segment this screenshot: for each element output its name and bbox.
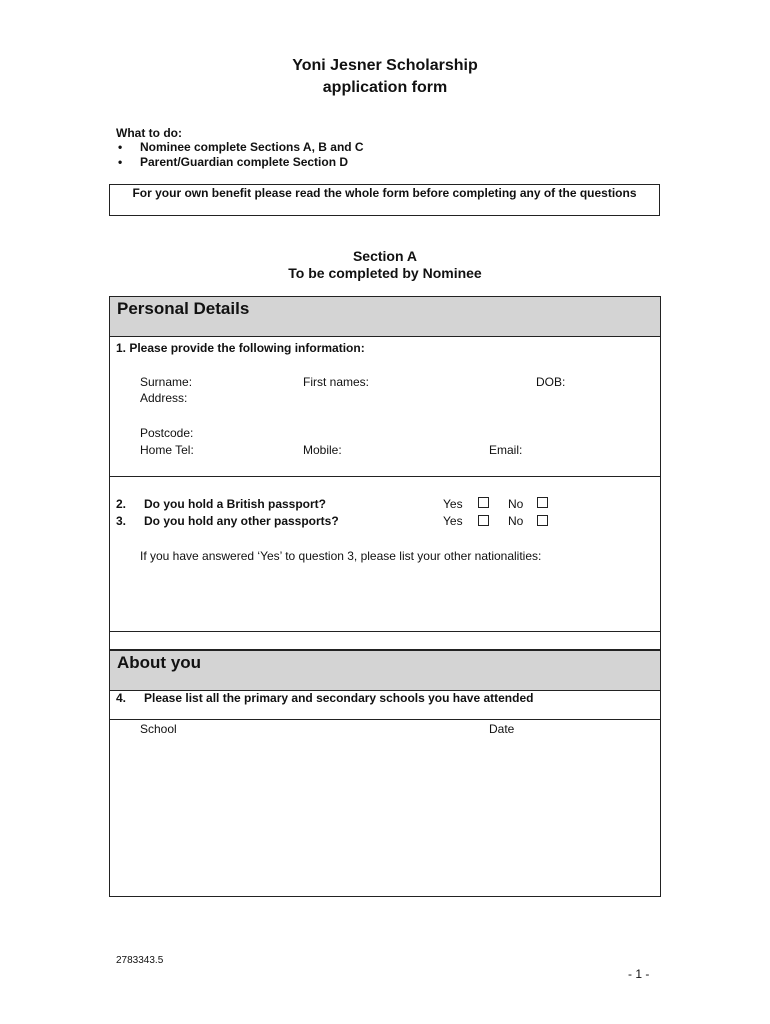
instructions-list (116, 140, 364, 170)
date-column-label: Date (489, 722, 515, 736)
notice-box: For your own benefit please read the whole form before completing any of the questions (109, 184, 660, 216)
email-label: Email: (489, 443, 523, 457)
q2-no-label: No (508, 497, 524, 511)
about-you-panel (109, 650, 661, 897)
question-2-number: 2. (116, 497, 127, 511)
q3-no-label: No (508, 514, 524, 528)
question-4-number: 4. (116, 691, 127, 705)
about-you-header (110, 650, 660, 691)
document-code: 2783343.5 (116, 955, 164, 966)
mobile-label: Mobile: (303, 443, 342, 457)
home-tel-label: Home Tel: (140, 443, 194, 457)
about-you-heading: About you (117, 653, 202, 672)
section-a-title: Section A (352, 248, 418, 264)
dob-label: DOB: (536, 375, 566, 389)
instruction-item: • Nominee complete Sections A, B and C (116, 140, 364, 155)
form-subtitle: application form (322, 79, 448, 96)
q2-yes-checkbox[interactable] (478, 497, 489, 508)
nationalities-prompt: If you have answered ‘Yes’ to question 3, please list your other nationalities: (140, 549, 542, 563)
surname-label: Surname: (140, 375, 193, 389)
q3-yes-label: Yes (443, 514, 463, 528)
divider (110, 631, 660, 632)
personal-details-header (110, 297, 660, 337)
question-3-number: 3. (116, 514, 127, 528)
question-4: Please list all the primary and secondary schools you have attended (144, 691, 534, 705)
q2-no-checkbox[interactable] (537, 497, 548, 508)
instructions-heading: What to do: (116, 126, 182, 140)
personal-details-panel (109, 296, 661, 650)
question-2: Do you hold a British passport? (144, 497, 327, 511)
address-label: Address: (140, 391, 188, 405)
instruction-item: • Parent/Guardian complete Section D (116, 155, 364, 170)
q2-yes-label: Yes (443, 497, 463, 511)
q3-no-checkbox[interactable] (537, 515, 548, 526)
question-1: 1. Please provide the following information: (116, 341, 365, 355)
form-title: Yoni Jesner Scholarship (292, 57, 478, 74)
section-a-subtitle: To be completed by Nominee (288, 265, 482, 281)
divider (110, 719, 660, 720)
personal-details-heading: Personal Details (117, 299, 250, 318)
divider (110, 476, 660, 477)
q3-yes-checkbox[interactable] (478, 515, 489, 526)
page-number: - 1 - (628, 967, 650, 981)
question-3: Do you hold any other passports? (144, 514, 339, 528)
school-column-label: School (140, 722, 177, 736)
first-names-label: First names: (303, 375, 370, 389)
postcode-label: Postcode: (140, 426, 194, 440)
